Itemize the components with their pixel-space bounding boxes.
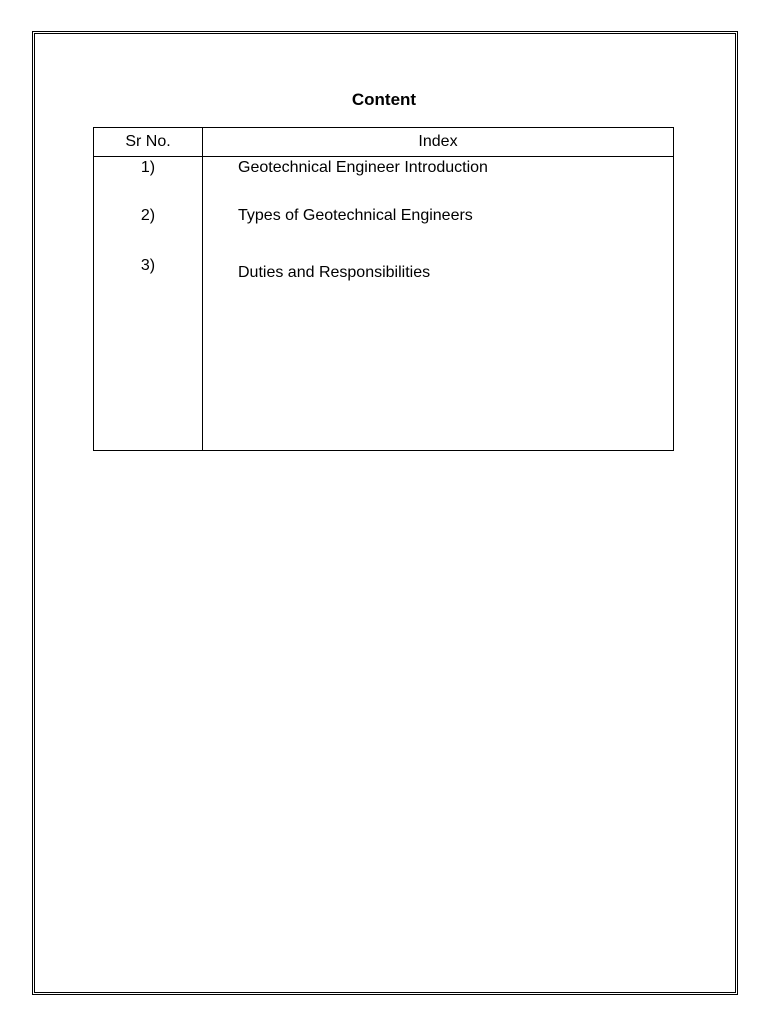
page-title: Content: [351, 90, 417, 109]
row-sr-no: 1): [94, 157, 203, 206]
row-sr-no: 3): [94, 253, 203, 451]
table-row: [94, 205, 674, 253]
row-sr-no: 2): [94, 205, 203, 253]
header-sr-no: Sr No.: [94, 128, 203, 157]
table-header-row: [94, 128, 674, 157]
header-index: Index: [203, 128, 674, 157]
table-row: [94, 157, 674, 206]
table-row: [94, 253, 674, 451]
content-table: [93, 127, 674, 451]
row-index-title: Geotechnical Engineer Introduction: [203, 157, 674, 206]
row-index-title: Types of Geotechnical Engineers: [203, 205, 674, 253]
row-index-title: Duties and Responsibilities: [203, 253, 674, 451]
